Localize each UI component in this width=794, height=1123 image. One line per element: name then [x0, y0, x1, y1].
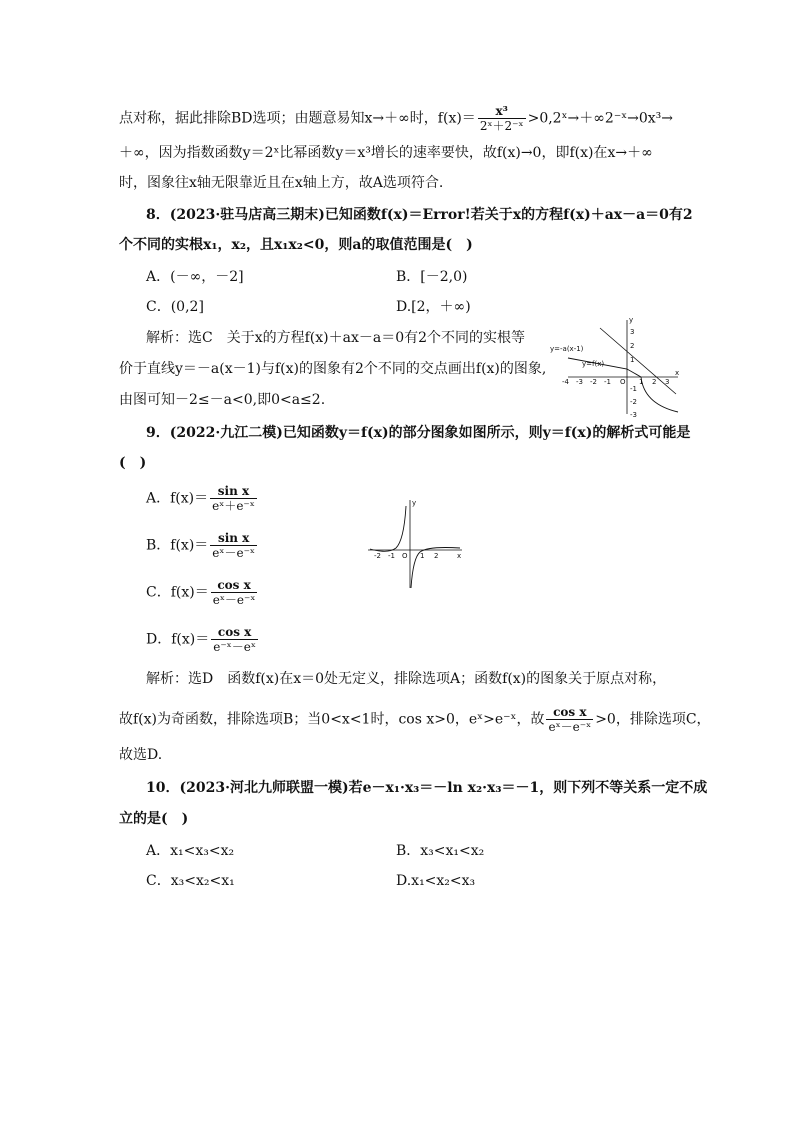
question-10-option-b: B．x₃<x₁<x₂	[396, 843, 485, 859]
option-label: A．f(x)＝	[146, 490, 209, 507]
line-through-1-0	[600, 328, 676, 394]
prev-solution-line-1	[119, 104, 673, 133]
question-8-graph	[548, 314, 684, 420]
denominator: eˣ－e⁻ˣ	[212, 546, 256, 560]
line-label: y=-a(x-1)	[550, 345, 584, 353]
fraction	[211, 578, 258, 607]
question-8-stem-line-1: 8．(2023·驻马店高三期末)已知函数f(x)＝Error!若关于x的方程f(x)＋ax－a＝0有2	[146, 207, 693, 223]
x-tick-label: -2	[374, 552, 381, 560]
y-tick-label: -1	[630, 385, 637, 393]
question-10-option-c: C．x₃<x₂<x₁	[146, 873, 235, 889]
question-8-solution-line-3: 由图可知－2≤－a<0,即0<a≤2.	[119, 392, 326, 408]
question-9-solution-line-1: 解析：选D 函数f(x)在x＝0处无定义，排除选项A；函数f(x)的图象关于原点对称，	[146, 671, 667, 687]
x-tick-label: -2	[590, 378, 597, 386]
y-tick-label: -2	[630, 398, 637, 406]
origin-label: O	[402, 552, 408, 560]
question-9-option-a	[146, 484, 259, 518]
curve-right-branch	[641, 377, 678, 412]
question-9-option-c	[146, 578, 259, 612]
question-8-option-d: D.[2，＋∞)	[396, 299, 471, 315]
y-axis-label: y	[412, 499, 417, 507]
question-9-graph	[366, 496, 466, 592]
denominator: eˣ＋e⁻ˣ	[212, 499, 255, 513]
fraction	[210, 484, 257, 513]
question-8-option-c: C．(0,2]	[146, 299, 204, 315]
fraction	[478, 104, 526, 133]
question-9-stem-line-2: ( )	[119, 455, 147, 471]
y-tick-label: 3	[630, 328, 635, 336]
text: >0,2ˣ→＋∞2⁻ˣ→0x³→	[527, 110, 674, 127]
numerator: x³	[478, 104, 526, 119]
option-label: D．f(x)＝	[146, 631, 210, 648]
origin-label: O	[620, 378, 626, 386]
curve-label: y=f(x)	[582, 360, 605, 368]
question-8-option-b: B．[－2,0)	[396, 269, 468, 285]
x-tick-label: 2	[434, 552, 439, 560]
x-tick-label: 2	[652, 378, 657, 386]
fraction	[546, 705, 593, 734]
numerator: sin x	[210, 531, 257, 546]
fraction	[211, 625, 258, 654]
text: >0，排除选项C，	[595, 711, 711, 728]
x-axis-label: x	[675, 369, 680, 377]
x-tick-label: -1	[388, 552, 395, 560]
x-tick-label: -3	[576, 378, 583, 386]
question-9-option-b	[146, 531, 259, 565]
question-8-stem-line-2: 个不同的实根x₁，x₂，且x₁x₂<0，则a的取值范围是( )	[119, 237, 473, 253]
y-tick-label: -3	[630, 411, 637, 419]
numerator: cos x	[211, 625, 258, 640]
text: 点对称，据此排除BD选项；由题意易知x→＋∞时，f(x)＝	[119, 110, 476, 127]
fraction	[210, 531, 257, 560]
question-10-stem-line-1: 10．(2023·河北九师联盟一模)若e－x₁·x₃＝－ln x₂·x₃＝－1，则下列不等关系一定不成	[146, 780, 708, 796]
numerator: sin x	[210, 484, 257, 499]
y-tick-label: 1	[630, 356, 635, 364]
denominator: eˣ－e⁻ˣ	[212, 593, 256, 607]
question-9-solution-line-3: 故选D.	[119, 747, 163, 763]
denominator: eˣ－e⁻ˣ	[548, 720, 592, 734]
denominator: 2ˣ＋2⁻ˣ	[479, 119, 524, 133]
question-10-stem-line-2: 立的是( )	[119, 811, 189, 827]
x-tick-label: 3	[665, 378, 670, 386]
question-8-option-a: A．(－∞，－2]	[146, 269, 244, 285]
option-label: B．f(x)＝	[146, 537, 209, 554]
question-10-option-a: A．x₁<x₃<x₂	[146, 843, 235, 859]
y-tick-label: 2	[630, 342, 635, 350]
x-tick-label: -1	[604, 378, 611, 386]
x-tick-label: 1	[639, 378, 644, 386]
question-9-solution-line-2	[119, 705, 711, 734]
numerator: cos x	[211, 578, 258, 593]
curve-left-branch	[370, 506, 406, 551]
question-8-solution-line-1: 解析：选C 关于x的方程f(x)＋ax－a＝0有2个不同的实根等	[146, 330, 526, 346]
question-9-stem-line-1: 9．(2022·九江二模)已知函数y＝f(x)的部分图象如图所示，则y＝f(x)的解析式可能是	[146, 425, 691, 441]
question-8-solution-line-2: 价于直线y＝－a(x－1)与f(x)的图象有2个不同的交点画出f(x)的图象,	[119, 361, 547, 377]
y-axis-label: y	[629, 316, 634, 324]
prev-solution-line-3: 时，图象往x轴无限靠近且在x轴上方，故A选项符合.	[119, 175, 444, 191]
x-tick-label: -4	[562, 378, 569, 386]
x-tick-label: 1	[420, 552, 425, 560]
question-9-option-d	[146, 625, 260, 659]
option-label: C．f(x)＝	[146, 584, 209, 601]
denominator: e⁻ˣ－eˣ	[213, 640, 256, 654]
prev-solution-line-2: ＋∞，因为指数函数y＝2ˣ比幂函数y＝x³增长的速率要快，故f(x)→0，即f(x)在x→＋∞	[119, 145, 653, 161]
question-10-option-d: D.x₁<x₂<x₃	[396, 873, 476, 889]
text: 故f(x)为奇函数，排除选项B；当0<x<1时，cos x>0，eˣ>e⁻ˣ，故	[119, 711, 545, 728]
numerator: cos x	[546, 705, 593, 720]
x-axis-label: x	[457, 552, 462, 560]
